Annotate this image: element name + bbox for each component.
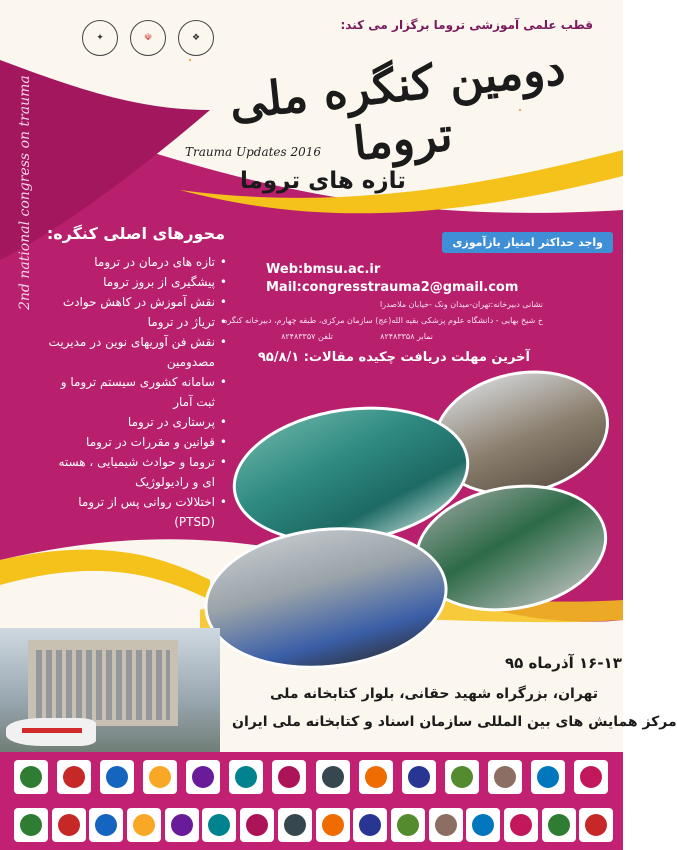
address-line-1: نشانی دبیرخانه:تهران-میدان ونک -خیابان ملاصدرا xyxy=(380,300,543,309)
sponsor-logo-icon xyxy=(57,760,91,794)
sponsor-logo-icon xyxy=(429,808,463,842)
topic-item: • نقش آموزش در کاهش حوادث xyxy=(42,292,227,312)
sponsor-logo-icon xyxy=(143,760,177,794)
sponsor-logo-icon xyxy=(165,808,199,842)
topic-item: • تریاژ در تروما xyxy=(42,312,227,332)
topic-item: • قوانین و مقررات در تروما xyxy=(42,432,227,452)
topic-item: • اختلالات روانی پس از تروما (PTSD) xyxy=(42,492,227,532)
topic-item: • پرستاری در تروما xyxy=(42,412,227,432)
english-subtitle: Trauma Updates 2016 xyxy=(185,145,322,159)
sponsor-logo-icon xyxy=(14,760,48,794)
iran-emblem-icon: ☫ xyxy=(128,15,168,61)
organizer-line: قطب علمی آموزشی تروما برگزار می کند: xyxy=(340,18,593,32)
credit-badge: واجد حداکثر امتیاز بازآموزی xyxy=(442,232,613,253)
topics-list xyxy=(42,252,227,532)
sponsor-logo-icon xyxy=(52,808,86,842)
sponsor-logo-icon xyxy=(14,808,48,842)
sponsor-logo-icon xyxy=(278,808,312,842)
sponsor-logo-icon xyxy=(316,808,350,842)
sponsor-logo-icon xyxy=(488,760,522,794)
venue-name: مرکز همایش های بین المللی سازمان اسناد و کتابخانه ملی ایران xyxy=(232,714,677,730)
sponsor-logo-icon xyxy=(240,808,274,842)
sponsor-logo-icon xyxy=(272,760,306,794)
sponsor-logo-icon xyxy=(402,760,436,794)
sponsor-logo-icon xyxy=(542,808,576,842)
topic-item: • سامانه کشوری سیستم تروما و ثبت آمار xyxy=(42,372,227,412)
building-windows xyxy=(36,650,170,720)
side-english-title: 2nd national congress on trauma xyxy=(17,75,33,310)
sponsor-logo-icon xyxy=(89,808,123,842)
phone-number: تلفن ۸۲۴۸۳۳۵۷ xyxy=(281,332,333,341)
sponsor-logo-icon xyxy=(353,808,387,842)
topic-item: • نقش فن آوریهای نوین در مدیریت مصدومین xyxy=(42,332,227,372)
sponsor-logo-icon xyxy=(202,808,236,842)
sponsor-logo-icon xyxy=(359,760,393,794)
fax-number: نمابر ۸۲۴۸۳۳۵۸ xyxy=(380,332,433,341)
sponsor-logo-icon xyxy=(391,808,425,842)
ministry-logo-icon: ❖ xyxy=(176,15,216,61)
address-line-2: خ شیخ بهایی - دانشگاه علوم پزشکی بقیه الله(عج) سازمان مرکزی، طبقه چهارم، دبیرخانه کنگره xyxy=(223,316,543,325)
university-seal-icon: ✦ xyxy=(80,15,120,61)
topic-item: • تازه های درمان در تروما xyxy=(42,252,227,272)
sponsor-logo-icon xyxy=(531,760,565,794)
abstract-deadline: آخرین مهلت دریافت چکیده مقالات: ۹۵/۸/۱ xyxy=(258,350,530,365)
sponsor-logo-icon xyxy=(579,808,613,842)
event-date: ۱۶-۱۳ آذرماه ۹۵ xyxy=(505,654,622,672)
sponsor-logo-icon xyxy=(186,760,220,794)
venue-address: تهران، بزرگراه شهید حقانی، بلوار کتابخانه ملی xyxy=(270,686,599,702)
topics-heading: محورهای اصلی کنگره: xyxy=(46,224,225,243)
persian-subtitle: تازه های تروما xyxy=(240,168,406,194)
sponsor-logo-icon xyxy=(504,808,538,842)
sponsor-logo-icon xyxy=(466,808,500,842)
topic-item: • تروما و حوادث شیمیایی ، هسته ای و رادیولوژیک xyxy=(42,452,227,492)
sponsor-logo-icon xyxy=(316,760,350,794)
email-link[interactable]: Mail:congresstrauma2@gmail.com xyxy=(266,280,519,295)
sponsor-logo-icon xyxy=(229,760,263,794)
topic-item: • پیشگیری از بروز تروما xyxy=(42,272,227,292)
sponsor-logo-icon xyxy=(445,760,479,794)
website-link[interactable]: Web:bmsu.ac.ir xyxy=(266,262,381,277)
congress-title: دومین کنگره ملی تروما xyxy=(226,40,568,171)
sponsor-logo-icon xyxy=(574,760,608,794)
sponsor-logo-icon xyxy=(127,808,161,842)
sponsor-logo-icon xyxy=(100,760,134,794)
helicopter-stripe xyxy=(22,728,82,733)
